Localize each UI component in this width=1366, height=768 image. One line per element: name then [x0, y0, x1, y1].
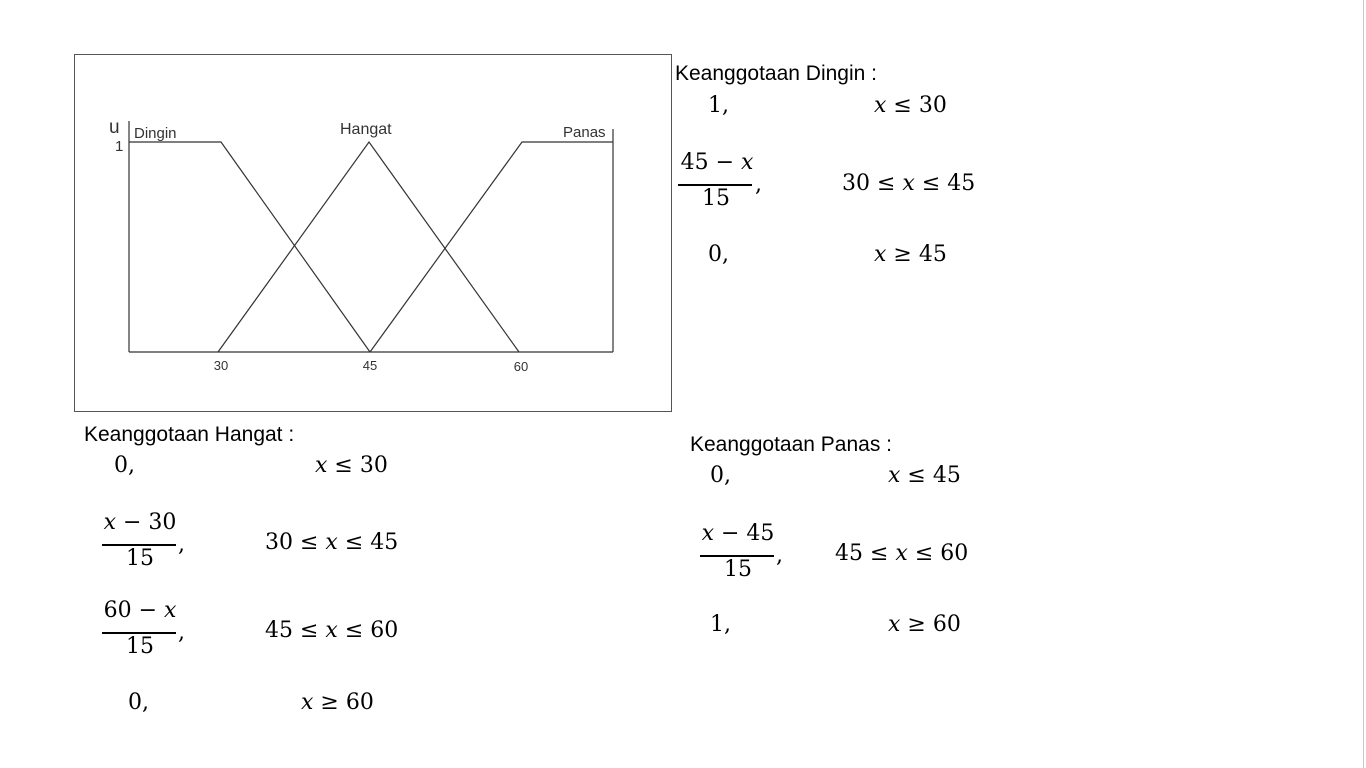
hangat-row3-numerator: 60 − x — [103, 598, 177, 623]
panas-row3-value: 1, — [710, 612, 731, 637]
dingin-row2-fraction — [678, 150, 756, 216]
membership-diagram — [74, 54, 672, 412]
panas-row2-suffix: , — [776, 543, 783, 568]
panas-row3-condition: x ≥ 60 — [888, 612, 961, 637]
page-edge-line — [1363, 0, 1364, 768]
x-tick-30: 30 — [213, 358, 229, 373]
hangat-curve — [218, 142, 519, 352]
hangat-row3-suffix: , — [178, 620, 185, 645]
hangat-row3-fraction — [100, 598, 180, 664]
hangat-row2-suffix: , — [178, 532, 185, 557]
dingin-row1-condition: x ≤ 30 — [874, 93, 947, 118]
panas-row1-value: 0, — [710, 463, 731, 488]
panas-row2-fraction — [698, 521, 778, 587]
hangat-title: Keanggotaan Hangat : — [84, 423, 295, 446]
set-label-hangat: Hangat — [340, 121, 392, 138]
membership-svg — [75, 55, 673, 413]
dingin-row3-condition: x ≥ 45 — [874, 242, 947, 267]
dingin-row2-suffix: , — [755, 172, 762, 197]
panas-curve — [370, 142, 613, 352]
dingin-curve — [129, 142, 370, 352]
hangat-row3-condition: 45 ≤ x ≤ 60 — [265, 618, 399, 643]
hangat-row2-denominator: 15 — [126, 546, 154, 571]
panas-row1-condition: x ≤ 45 — [888, 463, 961, 488]
set-label-dingin: Dingin — [134, 125, 177, 142]
hangat-row4-value: 0, — [128, 690, 149, 715]
set-label-panas: Panas — [563, 124, 606, 141]
hangat-row2-condition: 30 ≤ x ≤ 45 — [265, 530, 399, 555]
x-tick-45: 45 — [362, 358, 378, 373]
x-tick-60: 60 — [513, 359, 529, 374]
hangat-row1-condition: x ≤ 30 — [315, 453, 388, 478]
hangat-row2-fraction — [100, 510, 180, 576]
dingin-row2-numerator: 45 − x — [680, 150, 754, 175]
y-axis-label: u — [109, 117, 120, 138]
panas-row2-condition: 45 ≤ x ≤ 60 — [835, 541, 969, 566]
dingin-row2-denominator: 15 — [702, 186, 730, 211]
hangat-row1-value: 0, — [114, 453, 135, 478]
dingin-row1-value: 1, — [708, 93, 729, 118]
y-tick-1: 1 — [115, 138, 124, 155]
dingin-title: Keanggotaan Dingin : — [675, 62, 877, 85]
panas-row2-denominator: 15 — [724, 557, 752, 582]
hangat-row2-numerator: x − 30 — [103, 510, 177, 535]
dingin-row2-condition: 30 ≤ x ≤ 45 — [842, 171, 976, 196]
hangat-row3-denominator: 15 — [126, 634, 154, 659]
hangat-row4-condition: x ≥ 60 — [301, 690, 374, 715]
dingin-row3-value: 0, — [708, 242, 729, 267]
panas-title: Keanggotaan Panas : — [690, 433, 893, 456]
panas-row2-numerator: x − 45 — [701, 521, 775, 546]
